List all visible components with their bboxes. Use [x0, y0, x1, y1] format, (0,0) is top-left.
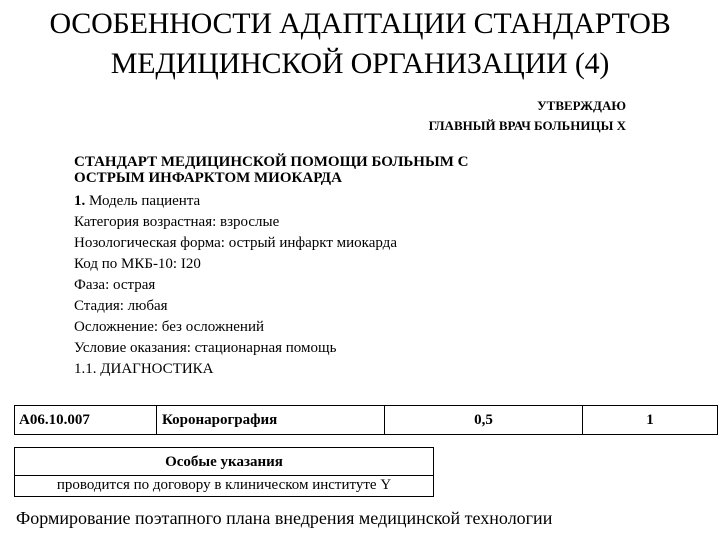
diagnostics-heading: 1.1. ДИАГНОСТИКА	[74, 361, 214, 377]
approval-stamp	[429, 96, 626, 136]
special-notes-heading: Особые указания	[15, 448, 433, 476]
procedure-code: A06.10.007	[15, 406, 157, 434]
stage: Стадия: любая	[74, 298, 168, 314]
age-category: Категория возрастная: взрослые	[74, 214, 280, 230]
section-title: Модель пациента	[89, 193, 201, 209]
icd10-code: Код по МКБ-10: I20	[74, 256, 201, 272]
phase: Фаза: острая	[74, 277, 156, 293]
complication: Осложнение: без осложнений	[74, 319, 265, 335]
slide-title-line-1: ОСОБЕННОСТИ АДАПТАЦИИ СТАНДАРТОВ	[49, 7, 671, 40]
special-notes-box	[14, 447, 434, 497]
slide-title	[0, 4, 720, 84]
care-condition: Условие оказания: стационарная помощь	[74, 340, 337, 356]
standard-title-line-2: ОСТРЫМ ИНФАРКТОМ МИОКАРДА	[74, 170, 342, 186]
procedure-table-row	[14, 405, 718, 435]
standard-title	[74, 154, 594, 186]
special-notes-text: проводится по договору в клиническом институте Y	[56, 477, 392, 493]
approval-line-2: ГЛАВНЫЙ ВРАЧ БОЛЬНИЦЫ Х	[428, 118, 626, 133]
approval-line-1: УТВЕРЖДАЮ	[537, 98, 626, 113]
section-heading	[74, 191, 594, 212]
procedure-name: Коронарография	[157, 406, 385, 434]
procedure-count: 1	[646, 412, 654, 428]
section-number: 1.	[74, 193, 86, 209]
nosological-form: Нозологическая форма: острый инфаркт миокарда	[74, 235, 397, 251]
procedure-frequency: 0,5	[385, 406, 583, 434]
standard-body	[74, 154, 594, 380]
footer-caption: Формирование поэтапного плана внедрения медицинской технологии	[16, 508, 553, 528]
standard-title-line-1: СТАНДАРТ МЕДИЦИНСКОЙ ПОМОЩИ БОЛЬНЫМ С	[74, 154, 469, 170]
slide-title-line-2: МЕДИЦИНСКОЙ ОРГАНИЗАЦИИ (4)	[110, 47, 610, 80]
